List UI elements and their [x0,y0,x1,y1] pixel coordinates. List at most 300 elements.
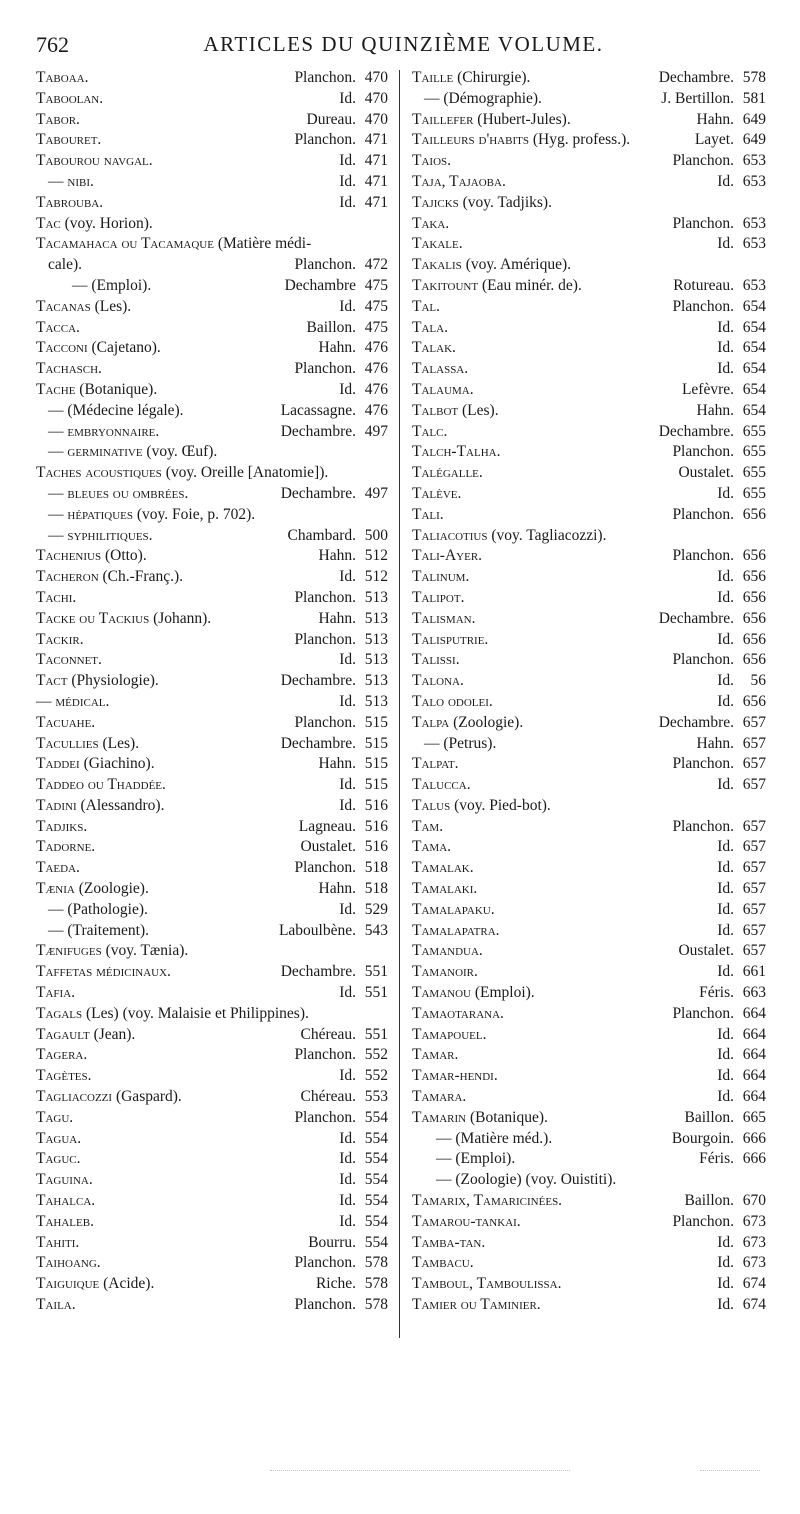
entry-page-number: 657 [742,713,766,731]
index-entry [412,1212,766,1233]
entry-page-number: 471 [364,131,388,149]
entry-page-number: 551 [364,963,388,981]
entry-title [412,1129,666,1150]
entry-title [412,983,693,1004]
entry-author: Planchon. [294,1108,356,1126]
entry-author: Planchon. [672,651,734,669]
entry-reference [711,234,766,255]
index-entry [36,1191,388,1212]
index-entry [412,151,766,172]
entry-headword: Taboaa. [36,69,89,86]
index-entry [412,89,766,110]
entry-page-number: 661 [742,963,766,981]
entry-headword: Taeda. [36,859,80,877]
entry-author: Planchon. [294,360,356,378]
entry-reference [666,442,766,463]
entry-author: Hahn. [696,110,734,128]
entry-headword: Talus [412,796,451,814]
entry-headword: Tamalak. [412,859,474,877]
index-entry [412,505,766,526]
entry-headword: Tachi. [36,588,77,606]
entry-author: Lagneau. [298,817,356,835]
entry-page-number: 470 [364,89,388,107]
entry-reference [711,1066,766,1087]
entry-author: Id. [339,776,356,794]
entry-headword: Tamarou-tankai. [412,1212,521,1230]
entry-qualifier: — (Petrus). [424,734,497,752]
index-entry [36,941,388,962]
entry-reference [666,1212,766,1233]
index-entry [412,463,766,484]
index-entry [412,380,766,401]
entry-reference [666,650,766,671]
entry-author: Id. [717,1088,734,1106]
entry-qualifier: (Les). [98,734,140,752]
entry-title [36,671,275,692]
entry-page-number: 666 [742,1129,766,1147]
entry-reference [350,941,388,962]
index-entry [412,1108,766,1129]
entry-qualifier: (Zoologie). [449,713,524,731]
index-entry [36,214,388,235]
entry-reference [333,151,388,172]
entry-page-number: 670 [742,1192,766,1210]
entry-author: Hahn. [318,880,356,898]
entry-page-number: 656 [742,588,766,606]
entry-reference [313,546,388,567]
index-entry [412,318,766,339]
entry-page-number: 657 [742,776,766,794]
index-entry [412,1253,766,1274]
entry-author: Baillon. [684,1192,734,1210]
entry-title [412,463,672,484]
entry-reference [288,858,388,879]
entry-page-number: 657 [742,817,766,835]
entry-page-number: 578 [364,1254,388,1272]
entry-page-number: 552 [364,1067,388,1085]
entry-page-number: 553 [364,1088,388,1106]
entry-page-number: 578 [742,69,766,86]
entry-author: Planchon. [294,256,356,274]
entry-title [36,401,275,422]
entry-author: Id. [339,1150,356,1168]
entry-reference [333,89,388,110]
entry-author: Planchon. [294,859,356,877]
entry-reference [350,463,388,484]
entry-qualifier: — (Pathologie). [48,900,148,918]
entry-page-number: 674 [742,1296,766,1314]
entry-headword: Tackir. [36,630,84,648]
entry-title [36,1066,333,1087]
entry-page-number: 551 [364,984,388,1002]
entry-title [412,754,666,775]
entry-page-number: 513 [364,630,388,648]
entry-author: Planchon. [294,69,356,86]
entry-reference [711,1233,766,1254]
entry-headword: Tamara. [412,1088,467,1106]
entry-page-number: 470 [364,110,388,128]
entry-title [36,1295,288,1316]
entry-page-number: 673 [742,1254,766,1272]
entry-page-number: 552 [364,1046,388,1064]
entry-reference [728,255,766,276]
entry-title [36,338,313,359]
entry-page-number: 673 [742,1233,766,1251]
index-entry [36,484,388,505]
index-entry [36,234,388,255]
entry-headword: Talisman. [412,609,476,627]
entry-title [412,962,711,983]
entry-headword: Taillefer [412,110,474,128]
index-entry [36,1253,388,1274]
index-entry [36,401,388,422]
entry-title [36,297,333,318]
entry-title [36,1087,294,1108]
entry-reference [282,526,388,547]
entry-author: Oustalet. [678,942,734,960]
entry-reference [711,879,766,900]
entry-page-number: 655 [742,422,766,440]
index-entry [412,484,766,505]
index-entry [36,422,388,443]
entry-headword: Tal. [412,297,441,315]
index-entry [36,110,388,131]
entry-reference [333,172,388,193]
entry-author: Id. [717,1025,734,1043]
entry-headword: Tacca. [36,318,80,336]
entry-page-number: 476 [364,360,388,378]
entry-headword: Tamapouel. [412,1025,487,1043]
index-entry [412,900,766,921]
entry-headword: Tahiti. [36,1233,80,1251]
entry-author: Planchon. [672,443,734,461]
entry-page-number: 664 [742,1088,766,1106]
entry-author: Planchon. [294,713,356,731]
index-entry [36,754,388,775]
entry-headword: Talbot [412,401,459,419]
entry-qualifier: (Botanique). [75,380,158,398]
entry-reference [300,318,388,339]
entry-title [412,1025,711,1046]
entry-page-number: 665 [742,1108,766,1126]
index-entry [36,359,388,380]
index-entry [412,775,766,796]
entry-page-number: 475 [364,297,388,315]
entry-headword: Talipot. [412,588,465,606]
index-entry [412,630,766,651]
index-entry [36,837,388,858]
entry-headword: — germinative [48,443,143,461]
entry-title [36,817,293,838]
entry-reference [350,505,388,526]
entry-title [412,110,691,131]
entry-title [36,567,333,588]
entry-page-number: 551 [364,1025,388,1043]
entry-page-number: 476 [364,339,388,357]
entry-author: Planchon. [294,588,356,606]
index-entry [412,879,766,900]
index-entry [412,442,766,463]
entry-title [36,1045,288,1066]
entry-page-number: 673 [742,1212,766,1230]
left-index-column [36,68,388,1316]
entry-page-number: 515 [364,755,388,773]
index-entry [36,609,388,630]
entry-page-number: 476 [364,380,388,398]
index-entry [412,609,766,630]
entry-author: Chéreau. [300,1088,356,1106]
entry-title [412,879,711,900]
entry-title [412,692,711,713]
entry-headword: Talona. [412,672,464,690]
entry-qualifier: (Les) (voy. Malaisie et Philippines). [82,1004,309,1022]
entry-reference [666,1129,766,1150]
entry-headword: Taliacotius [412,526,488,544]
entry-title [412,1170,728,1191]
entry-reference [301,110,389,131]
entry-page-number: 654 [742,318,766,336]
entry-reference [275,401,388,422]
index-entry [36,650,388,671]
entry-page-number: 674 [742,1275,766,1293]
index-entry [36,1212,388,1233]
entry-reference [333,1066,388,1087]
entry-author: Id. [717,900,734,918]
entry-title [36,193,333,214]
entry-title [36,962,275,983]
index-entry [412,110,766,131]
entry-reference [273,921,388,942]
entry-page-number: 578 [364,1275,388,1293]
entry-reference [711,630,766,651]
entry-headword: Tamaotarana. [412,1004,504,1022]
entry-page-number: 653 [742,276,766,294]
index-entry [412,650,766,671]
index-entry [412,422,766,443]
index-entry [412,526,766,547]
entry-page-number: 471 [364,172,388,190]
index-entry [36,151,388,172]
entry-headword: Tadini [36,796,77,814]
entry-page-number: 515 [364,734,388,752]
entry-reference [653,713,766,734]
entry-title [36,151,333,172]
entry-author: Id. [717,360,734,378]
entry-title [412,89,655,110]
index-entry [36,692,388,713]
entry-title [36,796,333,817]
entry-reference [666,297,766,318]
index-entry [412,359,766,380]
index-entry [412,858,766,879]
entry-qualifier: (Gaspard). [112,1088,182,1106]
entry-reference [711,858,766,879]
entry-title [412,318,711,339]
entry-qualifier: — (Médecine légale). [48,401,184,419]
entry-author: Id. [717,672,734,690]
entry-headword: Talo odolei. [412,692,493,710]
entry-author: Planchon. [294,1046,356,1064]
entry-page-number: 657 [742,734,766,752]
entry-headword: — nibi. [48,172,94,190]
entry-headword: Talinum. [412,568,470,586]
entry-page-number: 666 [742,1150,766,1168]
entry-headword: Tabor. [36,110,80,128]
entry-page-number: 578 [364,1296,388,1314]
index-entry [412,837,766,858]
entry-page-number: 470 [364,69,388,86]
entry-qualifier: (Cajetano). [87,339,161,357]
entry-reference [711,484,766,505]
entry-author: Hahn. [318,609,356,627]
entry-reference [288,68,388,89]
index-entry [412,1149,766,1170]
entry-author: Id. [717,1046,734,1064]
entry-author: Dechambre. [280,422,356,440]
entry-title [412,588,711,609]
index-entry [36,1025,388,1046]
entry-author: Dechambre. [280,734,356,752]
entry-page-number: 657 [742,921,766,939]
entry-page-number: 554 [364,1108,388,1126]
entry-reference [275,422,388,443]
entry-author: Rotureau. [673,276,734,294]
entry-headword: Tagua. [36,1129,82,1147]
entry-title [412,1066,711,1087]
entry-reference [333,297,388,318]
entry-author: Id. [717,568,734,586]
entry-qualifier: — (Zoologie) (voy. Ouistiti). [436,1171,617,1189]
entry-author: Baillon. [684,1108,734,1126]
entry-author: Id. [339,984,356,1002]
entry-reference [333,567,388,588]
entry-title [36,89,333,110]
entry-qualifier: (Giachino). [79,755,155,773]
entry-headword: Talissi. [412,651,460,669]
entry-qualifier: (Chirurgie). [453,69,531,86]
entry-reference [288,359,388,380]
index-entry [36,1274,388,1295]
entry-page-number: 529 [364,900,388,918]
entry-reference [288,588,388,609]
entry-author: Oustalet. [300,838,356,856]
entry-headword: Takalis [412,256,462,274]
entry-headword: Taiguique [36,1275,100,1293]
entry-qualifier: (Eau minér. de). [478,276,582,294]
entry-author: Hahn. [318,755,356,773]
entry-headword: — syphilitiques. [48,526,153,544]
entry-title [36,837,294,858]
entry-qualifier: (Zoologie). [74,880,149,898]
entry-reference [728,193,766,214]
entry-title [412,526,728,547]
index-entry [36,962,388,983]
index-entry [412,671,766,692]
entry-page-number: 654 [742,401,766,419]
index-entry [36,442,388,463]
entry-reference [666,817,766,838]
entry-title [412,837,711,858]
index-entry [412,1170,766,1191]
entry-page-number: 653 [742,172,766,190]
entry-qualifier: — (Emploi). [72,276,152,294]
entry-title [412,713,653,734]
entry-headword: Taffetas médicinaux. [36,963,171,981]
entry-headword: Taja, Tajaoba. [412,172,506,190]
entry-reference [672,463,766,484]
index-entry [36,193,388,214]
entry-reference [711,338,766,359]
entry-title [412,151,666,172]
entry-author: Id. [339,1171,356,1189]
entry-title [412,1149,693,1170]
entry-page-number: 649 [742,131,766,149]
entry-headword: Taille [412,69,454,86]
entry-reference [333,983,388,1004]
entry-reference [666,1004,766,1025]
entry-reference [666,505,766,526]
entry-title [412,1253,711,1274]
entry-reference [288,1045,388,1066]
entry-headword: Tadjiks. [36,817,88,835]
index-entry [412,796,766,817]
entry-page-number: 554 [364,1171,388,1189]
entry-headword: Taddeo ou Thaddée. [36,776,166,794]
entry-reference [711,962,766,983]
entry-author: Id. [717,921,734,939]
index-entry [412,401,766,422]
entry-page-number: 513 [364,588,388,606]
entry-author: Id. [717,339,734,357]
entry-reference [350,442,388,463]
entry-title [36,442,350,463]
entry-page-number: 653 [742,152,766,170]
entry-reference [691,734,766,755]
entry-author: Id. [717,1254,734,1272]
entry-title [412,234,711,255]
entry-author: Id. [339,1067,356,1085]
entry-title [36,463,350,484]
entry-headword: Tamanoir. [412,963,478,981]
index-entry [412,68,766,89]
entry-author: Id. [339,152,356,170]
entry-headword: Talauma. [412,380,474,398]
entry-author: Lacassagne. [280,401,356,419]
index-entry [36,463,388,484]
entry-headword: Tamalaki. [412,880,478,898]
index-entry [36,630,388,651]
entry-headword: Tam. [412,817,444,835]
entry-reference [711,1253,766,1274]
index-entry [412,1274,766,1295]
entry-author: Hahn. [696,734,734,752]
entry-author: Planchon. [672,505,734,523]
entry-author: Planchon. [672,297,734,315]
page-number: 762 [36,32,69,57]
entry-title [36,130,288,151]
entry-page-number: 664 [742,1004,766,1022]
entry-qualifier: (Ch.-Franç.). [98,568,184,586]
entry-title [412,796,728,817]
entry-reference [333,796,388,817]
entry-page-number: 513 [364,692,388,710]
entry-title [412,484,711,505]
entry-qualifier: (Jean). [89,1025,136,1043]
entry-reference [333,692,388,713]
entry-reference [666,546,766,567]
entry-title [36,1253,288,1274]
entry-title [412,1045,711,1066]
